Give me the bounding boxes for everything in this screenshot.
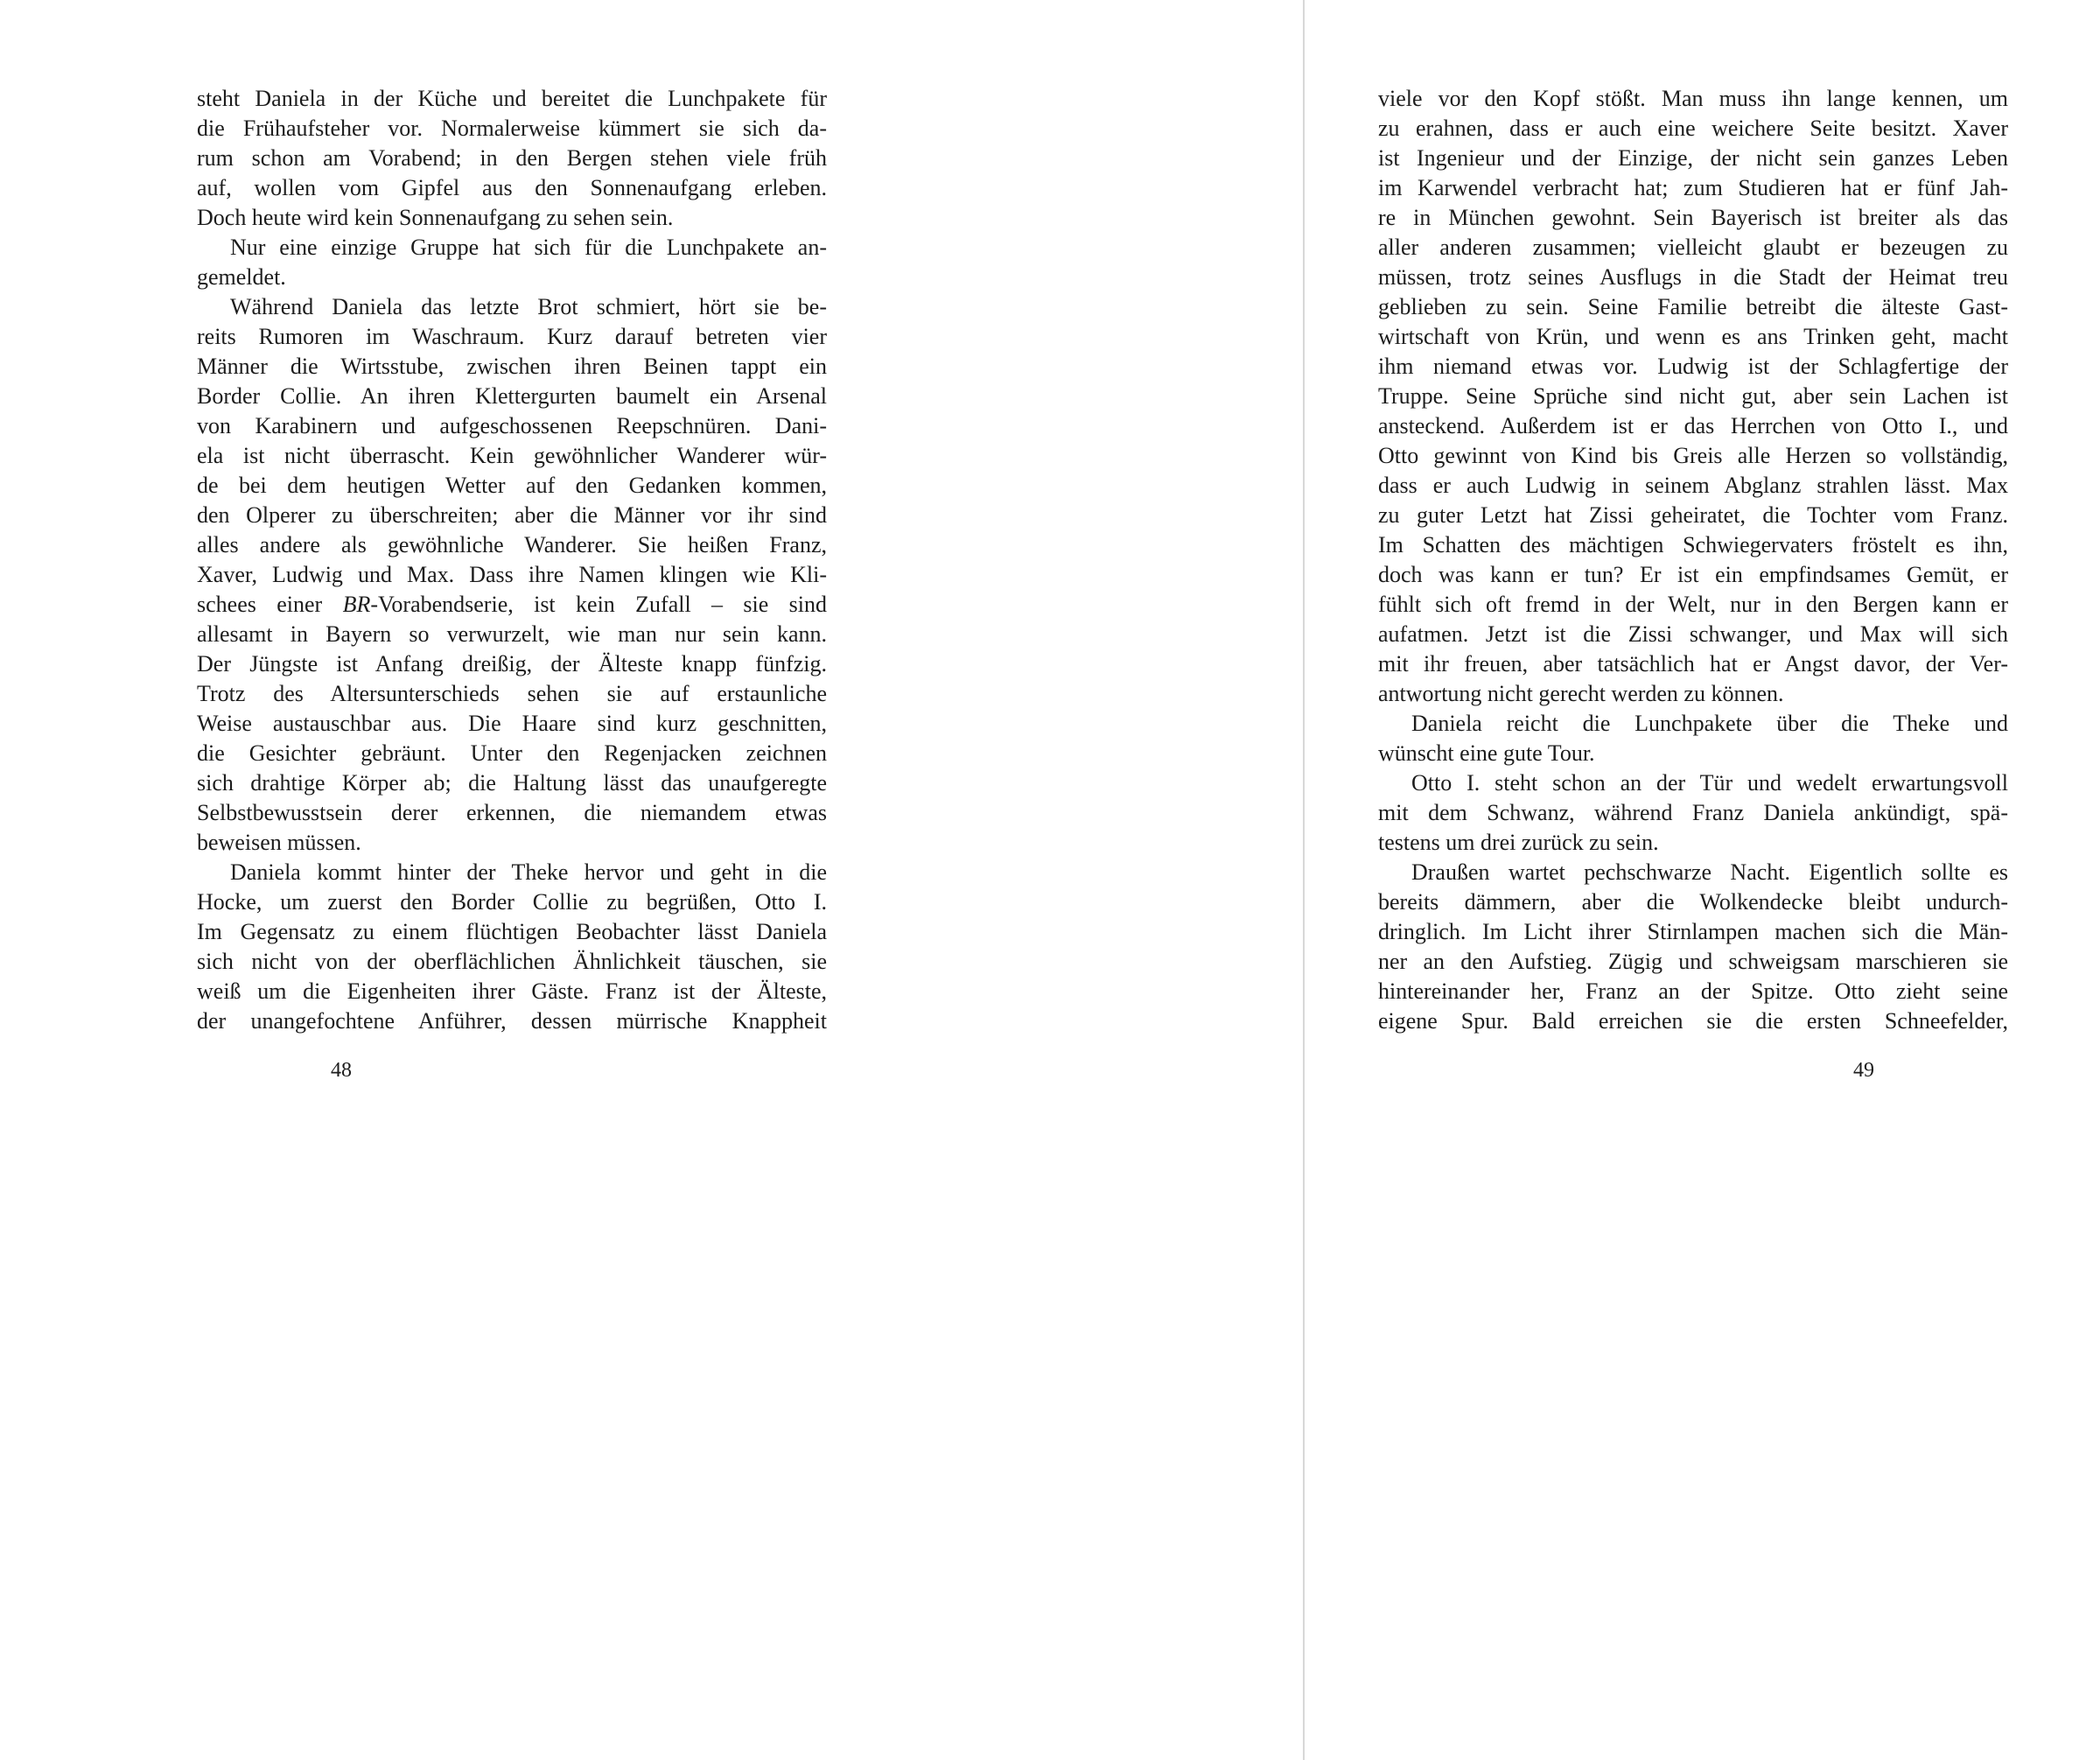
text-line: weiß um die Eigenheiten ihrer Gäste. Franz ist der Älteste, <box>197 978 827 1004</box>
text-line: ihm niemand etwas vor. Ludwig ist der Schlagfertige der <box>1378 354 2008 379</box>
text-line: de bei dem heutigen Wetter auf den Gedanken kommen, <box>197 473 827 498</box>
text-line: fühlt sich oft fremd in der Welt, nur in den Bergen kann er <box>1378 592 2008 617</box>
text-line: ist Ingenieur und der Einzige, der nicht sein ganzes Leben <box>1378 145 2008 171</box>
text-line: Draußen wartet pechschwarze Nacht. Eigentlich sollte es <box>1411 859 2008 885</box>
text-line: mit ihr freuen, aber tatsächlich hat er Angst davor, der Ver- <box>1378 651 2008 677</box>
text-line: rum schon am Vorabend; in den Bergen stehen viele früh <box>197 145 827 171</box>
text-line: zu erahnen, dass er auch eine weichere Seite besitzt. Xaver <box>1378 116 2008 141</box>
text-line: den Olperer zu überschreiten; aber die Männer vor ihr sind <box>197 502 827 528</box>
text-line: mit dem Schwanz, während Franz Daniela ankündigt, spä- <box>1378 800 2008 825</box>
text-line: Doch heute wird kein Sonnenaufgang zu sehen sein. <box>197 205 674 230</box>
text-line: gemeldet. <box>197 264 286 290</box>
text-line: Nur eine einzige Gruppe hat sich für die Lunchpakete an- <box>230 235 827 260</box>
text-line: die Gesichter gebräunt. Unter den Regenjacken zeichnen <box>197 740 827 766</box>
text-line: ansteckend. Außerdem ist er das Herrchen von Otto I., und <box>1378 413 2008 438</box>
text-line: Border Collie. An ihren Klettergurten baumelt ein Arsenal <box>197 383 827 409</box>
text-line: Männer die Wirtsstube, zwischen ihren Beinen tappt ein <box>197 354 827 379</box>
text-line: Otto gewinnt von Kind bis Greis alle Herzen so vollständig, <box>1378 443 2008 468</box>
text-line: bereits dämmern, aber die Wolkendecke bleibt undurch- <box>1378 889 2008 915</box>
text-line: die Frühaufsteher vor. Normalerweise kümmert sie sich da- <box>197 116 827 141</box>
text-line: testens um drei zurück zu sein. <box>1378 830 1659 855</box>
page-left-text <box>197 84 827 1036</box>
text-line: antwortung nicht gerecht werden zu können. <box>1378 681 1784 706</box>
text-line: aller anderen zusammen; vielleicht glaubt er bezeugen zu <box>1378 235 2008 260</box>
text-line: Im Gegensatz zu einem flüchtigen Beobachter lässt Daniela <box>197 919 827 944</box>
text-line: ela ist nicht überrascht. Kein gewöhnlicher Wanderer wür- <box>197 443 827 468</box>
text-line: Weise austauschbar aus. Die Haare sind kurz geschnitten, <box>197 711 827 736</box>
text-line: Während Daniela das letzte Brot schmiert, hört sie be- <box>230 294 827 319</box>
text-line: müssen, trotz seines Ausflugs in die Stadt der Heimat treu <box>1378 264 2008 290</box>
text-line: Truppe. Seine Sprüche sind nicht gut, aber sein Lachen ist <box>1378 383 2008 409</box>
text-line: Trotz des Altersunterschieds sehen sie auf erstaunliche <box>197 681 827 706</box>
text-line: eigene Spur. Bald erreichen sie die ersten Schneefelder, <box>1378 1008 2008 1034</box>
text-line: Daniela reicht die Lunchpakete über die Theke und <box>1411 711 2008 736</box>
text-line: dass er auch Ludwig in seinem Abglanz strahlen lässt. Max <box>1378 473 2008 498</box>
text-line: doch was kann er tun? Er ist ein empfindsames Gemüt, er <box>1378 562 2008 587</box>
text-line: wünscht eine gute Tour. <box>1378 740 1595 766</box>
text-line: schees einer BR-Vorabendserie, ist kein Zufall – sie sind <box>197 592 828 617</box>
text-line: dringlich. Im Licht ihrer Stirnlampen machen sich die Män- <box>1378 919 2008 944</box>
text-line: Im Schatten des mächtigen Schwiegervaters fröstelt es ihn, <box>1378 532 2008 557</box>
text-line: wirtschaft von Krün, und wenn es ans Trinken geht, macht <box>1378 324 2008 349</box>
text-line: im Karwendel verbracht hat; zum Studieren hat er fünf Jah- <box>1378 175 2008 200</box>
text-line: Der Jüngste ist Anfang dreißig, der Älteste knapp fünfzig. <box>197 651 827 677</box>
text-line: von Karabinern und aufgeschossenen Reepschnüren. Dani- <box>197 413 827 438</box>
text-line: der unangefochtene Anführer, dessen mürrische Knappheit <box>197 1008 827 1034</box>
page-right <box>1304 0 2100 1760</box>
text-line: sich drahtige Körper ab; die Haltung lässt das unaufgeregte <box>197 770 827 796</box>
text-line: Hocke, um zuerst den Border Collie zu begrüßen, Otto I. <box>197 889 827 915</box>
text-line: geblieben zu sein. Seine Familie betreibt die älteste Gast- <box>1378 294 2008 319</box>
page-number-left: 48 <box>331 1059 352 1082</box>
text-line: Otto I. steht schon an der Tür und wedelt erwartungsvoll <box>1411 770 2008 796</box>
text-line: aufatmen. Jetzt ist die Zissi schwanger, und Max will sich <box>1378 621 2008 647</box>
text-line: auf, wollen vom Gipfel aus den Sonnenaufgang erleben. <box>197 175 827 200</box>
text-line: Selbstbewusstsein derer erkennen, die niemandem etwas <box>197 800 827 825</box>
text-line: steht Daniela in der Küche und bereitet die Lunchpakete für <box>197 86 827 111</box>
text-line: Xaver, Ludwig und Max. Dass ihre Namen klingen wie Kli- <box>197 562 827 587</box>
text-line: hintereinander her, Franz an der Spitze. Otto zieht seine <box>1378 978 2008 1004</box>
text-line: viele vor den Kopf stößt. Man muss ihn lange kennen, um <box>1378 86 2008 111</box>
text-line: reits Rumoren im Waschraum. Kurz darauf betreten vier <box>197 324 827 349</box>
text-line: alles andere als gewöhnliche Wanderer. Sie heißen Franz, <box>197 532 827 557</box>
text-line: ner an den Aufstieg. Zügig und schweigsam marschieren sie <box>1378 949 2008 974</box>
text-line: Daniela kommt hinter der Theke hervor und geht in die <box>230 859 827 885</box>
page-number-right: 49 <box>1853 1059 1874 1082</box>
text-line: sich nicht von der oberflächlichen Ähnlichkeit täuschen, sie <box>197 949 827 974</box>
text-line: zu guter Letzt hat Zissi geheiratet, die Tochter vom Franz. <box>1378 502 2008 528</box>
text-line: allesamt in Bayern so verwurzelt, wie man nur sein kann. <box>197 621 827 647</box>
text-line: beweisen müssen. <box>197 830 361 855</box>
page-right-text <box>1378 84 2008 1036</box>
text-line: re in München gewohnt. Sein Bayerisch ist breiter als das <box>1378 205 2008 230</box>
